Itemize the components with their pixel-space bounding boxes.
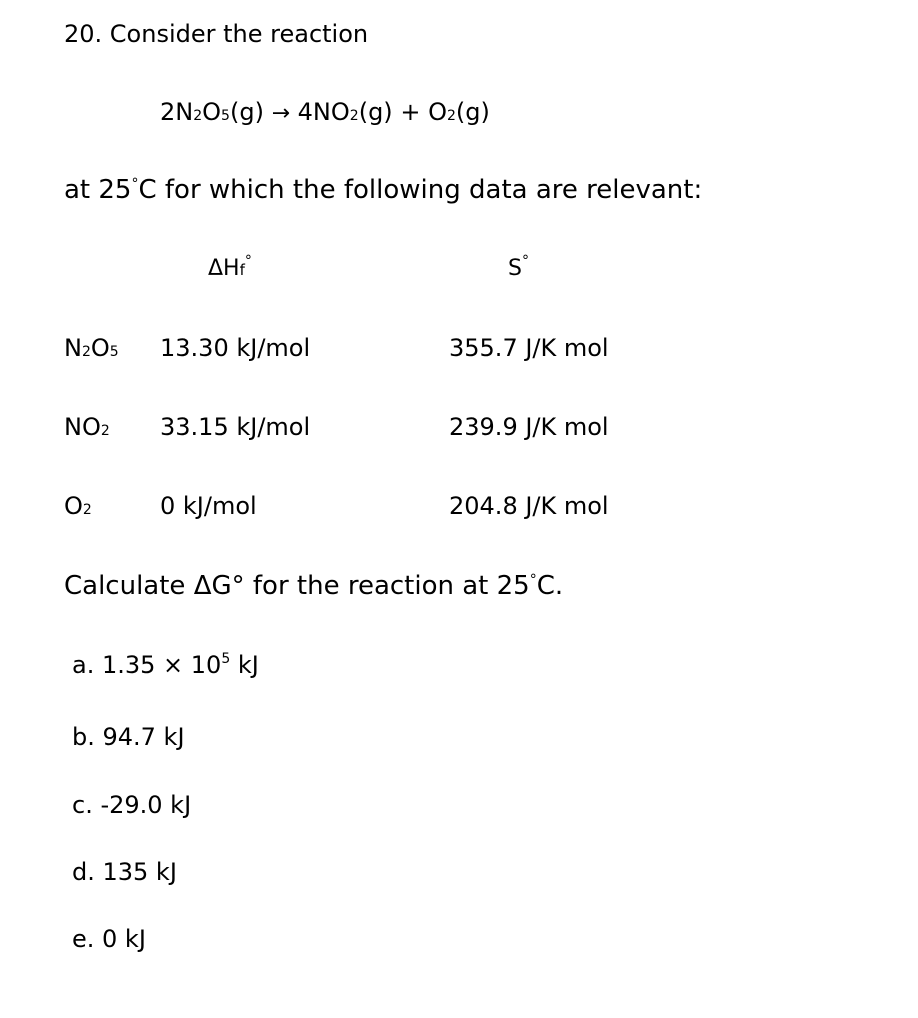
species-n2o5-b: O — [90, 334, 110, 362]
product1-coef: 4NO — [297, 98, 350, 126]
condition-degree: ° — [131, 176, 139, 192]
row-dh-value: 33.15 kJ/mol — [160, 413, 311, 441]
header-enthalpy — [208, 253, 252, 281]
choice-e: e. 0 kJ — [72, 925, 146, 953]
species-no2-a: NO — [64, 413, 101, 441]
species-n2o5-sub1: 2 — [81, 344, 91, 360]
reaction-equation — [160, 100, 490, 125]
choice-a-pre: a. 1.35 × 10 — [72, 651, 222, 679]
reactant-o: O — [202, 98, 222, 126]
reactant-sub2: 5 — [221, 108, 230, 124]
choice-c: c. -29.0 kJ — [72, 791, 192, 819]
row-s-value: 239.9 J/K mol — [449, 413, 609, 441]
header-entropy — [508, 253, 529, 281]
species-o2-a: O — [64, 492, 83, 520]
condition-line — [64, 177, 702, 203]
plus-sign: + — [400, 98, 421, 126]
choice-a-post: kJ — [230, 651, 259, 679]
row-s-value: 204.8 J/K mol — [449, 492, 609, 520]
row-dh-value: 0 kJ/mol — [160, 492, 257, 520]
choice-d: d. 135 kJ — [72, 858, 177, 886]
header-s-degree: ° — [521, 253, 529, 269]
header-s: S — [508, 256, 522, 281]
prompt-degree: ° — [529, 572, 537, 588]
row-dh-value: 13.30 kJ/mol — [160, 334, 311, 362]
product2-phase: (g) — [455, 98, 490, 126]
reactant-phase: (g) — [229, 98, 264, 126]
product1-phase: (g) — [358, 98, 393, 126]
product1-sub: 2 — [349, 108, 359, 124]
species-n2o5-sub2: 5 — [109, 344, 119, 360]
prompt-text: Calculate ΔG° for the reaction at 25 — [64, 571, 530, 601]
species-o2-sub1: 2 — [82, 502, 92, 518]
condition-text: at 25 — [64, 175, 132, 205]
row-species — [64, 415, 110, 439]
row-s-value: 355.7 J/K mol — [449, 334, 609, 362]
prompt-line — [64, 573, 563, 599]
choice-a-exponent: 5 — [221, 651, 231, 667]
species-n2o5-a: N — [64, 334, 82, 362]
header-dh: ΔH — [208, 256, 240, 281]
reaction-arrow-icon: → — [271, 101, 291, 126]
header-dh-degree: ° — [244, 253, 252, 269]
prompt-end: C. — [536, 571, 564, 601]
product2-o: O — [428, 98, 447, 126]
species-no2-sub1: 2 — [100, 423, 110, 439]
choice-a — [72, 653, 259, 677]
header-dh-sub: f — [239, 261, 245, 279]
reactant-sub1: 2 — [193, 108, 203, 124]
product2-sub: 2 — [446, 108, 456, 124]
question-title: 20. Consider the reaction — [64, 20, 369, 48]
row-species — [64, 336, 119, 360]
row-species — [64, 494, 92, 518]
condition-rest: C for which the following data are relevant: — [138, 175, 703, 205]
reactant-coef: 2N — [160, 98, 194, 126]
choice-b: b. 94.7 kJ — [72, 723, 185, 751]
